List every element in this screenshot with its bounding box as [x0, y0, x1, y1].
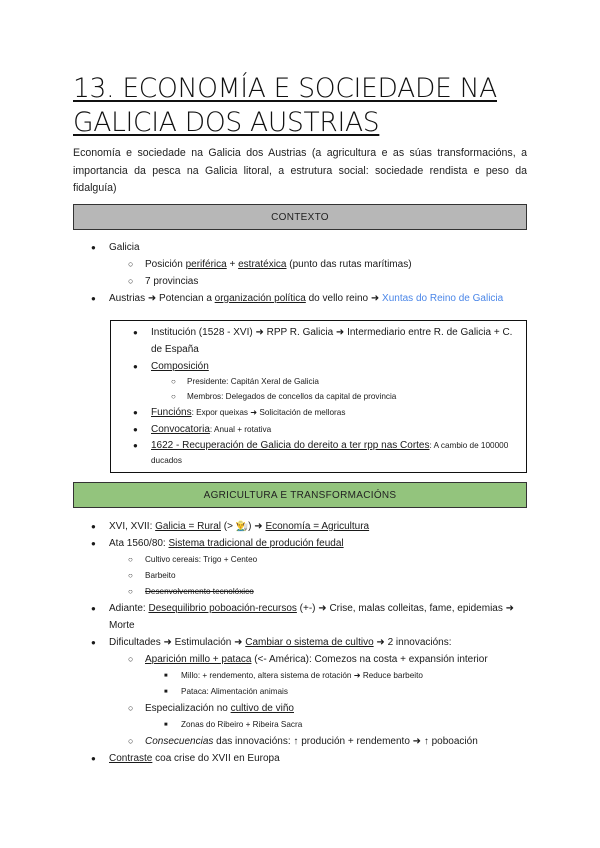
list-item: ○ Posición periférica + estratéxica (punto das rutas marítimas)	[73, 256, 527, 273]
circle-bullet-icon: ○	[128, 654, 134, 664]
list-item: ● Funcións: Expor queixas ➜ Solicitación de melloras	[111, 404, 526, 421]
bullet-icon: ●	[91, 539, 96, 548]
bullet-icon: ●	[91, 604, 96, 613]
circle-bullet-icon: ○	[128, 703, 134, 713]
bullet-icon: ●	[133, 408, 138, 417]
list-item: ● Composición	[111, 358, 526, 375]
bullet-icon: ●	[91, 243, 96, 252]
circle-bullet-icon: ○	[171, 391, 176, 401]
list-item: ● Contraste coa crise do XVII en Europa	[73, 750, 527, 767]
contexto-header: CONTEXTO	[73, 204, 527, 230]
list-item: ○ Consecuencias das innovacións: ↑ produción + rendemento ➜ ↑ poboación	[73, 733, 527, 750]
contexto-list	[73, 239, 527, 307]
list-item: ● Dificultades ➜ Estimulación ➜ Cambiar o sistema de cultivo ➜ 2 innovacións:	[73, 634, 527, 651]
square-bullet-icon: ■	[164, 673, 168, 679]
list-item: ■ Zonas do Ribeiro + Ribeira Sacra	[73, 717, 527, 733]
square-bullet-icon: ■	[164, 689, 168, 695]
list-item: ● XVI, XVII: Galicia = Rural (> 👨‍🌾) ➜ Economía = Agricultura	[73, 518, 527, 535]
bullet-icon: ●	[91, 294, 96, 303]
xuntas-link[interactable]: Xuntas do Reino de Galicia	[382, 293, 504, 304]
list-item: ○ Especialización no cultivo de viño	[73, 700, 527, 717]
list-item: ○ Aparición millo + pataca (<- América): Comezos na costa + expansión interior	[73, 651, 527, 668]
list-item: ● 1622 - Recuperación de Galicia do dereito a ter rpp nas Cortes: A cambio de 100000 ducados	[133, 440, 509, 465]
list-item: ○ Membros: Delegados de concellos da capital de provincia	[111, 390, 526, 405]
list-item: ■ Pataca: Alimentación animais	[73, 684, 527, 700]
agricultura-list	[73, 518, 527, 767]
circle-bullet-icon: ○	[128, 571, 133, 580]
agricultura-header: AGRICULTURA E TRANSFORMACIÓNS	[73, 482, 527, 508]
bullet-icon: ●	[91, 754, 96, 763]
list-item: ■ Millo: + rendemento, altera sistema de rotación ➜ Reduce barbeito	[73, 668, 527, 684]
square-bullet-icon: ■	[164, 722, 168, 728]
list-item: ○ Cultivo cereais: Trigo + Centeo	[73, 552, 527, 568]
bullet-icon: ●	[133, 441, 138, 450]
circle-bullet-icon: ○	[128, 736, 134, 746]
circle-bullet-icon: ○	[128, 259, 134, 269]
circle-bullet-icon: ○	[128, 555, 133, 564]
list-item: ● Austrias ➜ Potencian a organización política do vello reino ➜ Xuntas do Reino de Galicia	[73, 290, 527, 307]
circle-bullet-icon: ○	[171, 377, 176, 386]
bullet-icon: ●	[133, 328, 138, 337]
intro-paragraph: Economía e sociedade na Galicia dos Austrias (a agricultura e as súas transformacións, a importancia da pesca na Galicia litoral, a estrutura social: sociedade rendista e peso da fidalguía)	[73, 147, 527, 194]
circle-bullet-icon: ○	[128, 276, 134, 286]
list-item: ○ Presidente: Capitán Xeral de Galicia	[111, 375, 526, 390]
list-item: ● Institución (1528 - XVI) ➜ RPP R. Galicia ➜ Intermediario entre R. de Galicia + C. de España	[111, 324, 526, 358]
list-item: ○ Barbeito	[73, 568, 527, 584]
list-item: ● Convocatoria: Anual + rotativa	[111, 421, 526, 438]
list-item: ● Adiante: Desequilibrio poboación-recursos (+-) ➜ Crise, malas colleitas, fame, epidemias ➜ Morte	[73, 600, 527, 634]
bullet-icon: ●	[91, 638, 96, 647]
circle-bullet-icon: ○	[128, 587, 133, 596]
document-page	[73, 72, 527, 198]
bullet-icon: ●	[133, 425, 138, 434]
page-title: 13. ECONOMÍA E SOCIEDADE NA GALICIA DOS AUSTRIAS	[73, 73, 497, 138]
list-item: ● Ata 1560/80: Sistema tradicional de produción feudal	[73, 535, 527, 552]
list-item: ○ 7 provincias	[73, 273, 527, 290]
bullet-icon: ●	[133, 362, 138, 371]
bullet-icon: ●	[91, 522, 96, 531]
list-item: ● Galicia	[73, 239, 527, 256]
xuntas-box	[110, 320, 527, 473]
list-item: ○ Desenvolvemento tecnolóxico	[73, 584, 527, 600]
